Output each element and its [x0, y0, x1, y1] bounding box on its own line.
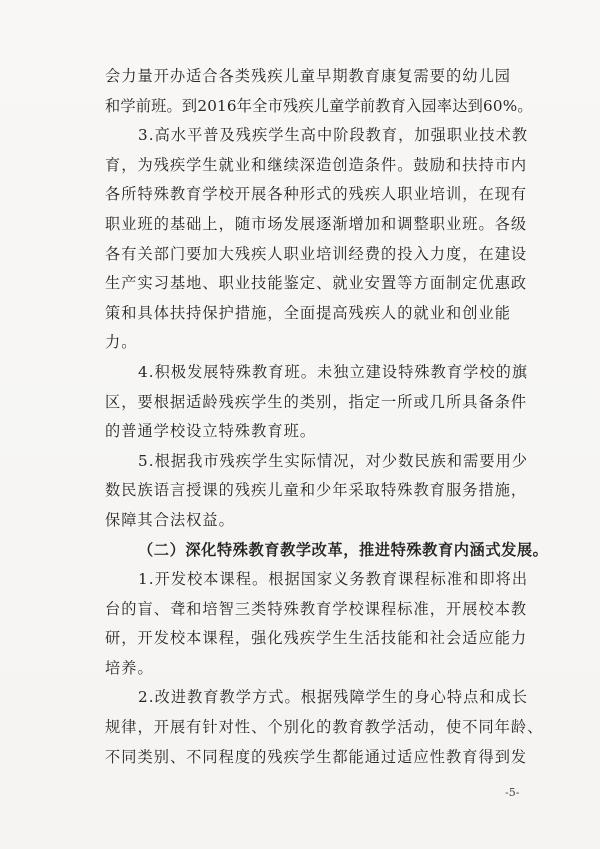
text-line: 3.高水平普及残疾学生高中阶段教育，加强职业技术教 — [138, 126, 529, 145]
text-line: 培养。 — [105, 658, 154, 677]
page-number: -5- — [505, 786, 520, 799]
text-line: 会力量开办适合各类残疾儿童早期教育康复需要的幼儿园 — [105, 67, 511, 85]
text-line: 4.积极发展特殊教育班。未独立建设特殊教育学校的旗 — [138, 362, 529, 381]
text-line: 规律，开展有针对性、个别化的教育教学活动，使不同年龄、 — [105, 718, 544, 737]
text-line: 力。 — [105, 333, 138, 352]
text-line: 策和具体扶持保护措施，全面提高残疾人的就业和创业能 — [105, 303, 511, 322]
text-line: 各有关部门要加大残疾人职业培训经费的投入力度，在建设 — [105, 244, 528, 263]
document-body — [105, 62, 549, 772]
text-line: 生产实习基地、职业技能鉴定、就业安置等方面制定优惠政 — [105, 274, 528, 293]
text-line: 2.改进教育教学方式。根据残障学生的身心特点和成长 — [138, 688, 529, 707]
text-line: 保障其合法权益。 — [105, 510, 235, 529]
text-line: 职业班的基础上，随市场发展逐渐增加和调整职业班。各级 — [105, 214, 528, 233]
text-line: 和学前班。到2016年全市残疾儿童学前教育入园率达到60%。 — [105, 96, 533, 115]
text-line: 的普通学校设立特殊教育班。 — [105, 422, 317, 441]
text-line: 不同类别、不同程度的残疾学生都能通过适应性教育得到发 — [105, 747, 528, 766]
section-heading: （二）深化特殊教育教学改革，推进特殊教育内涵式发展。 — [138, 540, 549, 559]
text-line: 育，为残疾学生就业和继续深造创造条件。鼓励和扶持市内 — [105, 155, 528, 174]
text-line: 各所特殊教育学校开展各种形式的残疾人职业培训，在现有 — [105, 185, 528, 204]
text-line: 数民族语言授课的残疾儿童和少年采取特殊教育服务措施， — [105, 481, 528, 500]
text-line: 1.开发校本课程。根据国家义务教育课程标准和即将出 — [138, 570, 529, 589]
text-line: 研，开发校本课程，强化残疾学生生活技能和社会适应能力 — [105, 629, 528, 648]
text-line: 区，要根据适龄残疾学生的类别，指定一所或几所具备条件 — [105, 392, 528, 411]
text-line: 5.根据我市残疾学生实际情况，对少数民族和需要用少 — [138, 451, 529, 470]
text-line: 台的盲、聋和培智三类特殊教育学校课程标准，开展校本教 — [105, 599, 528, 618]
